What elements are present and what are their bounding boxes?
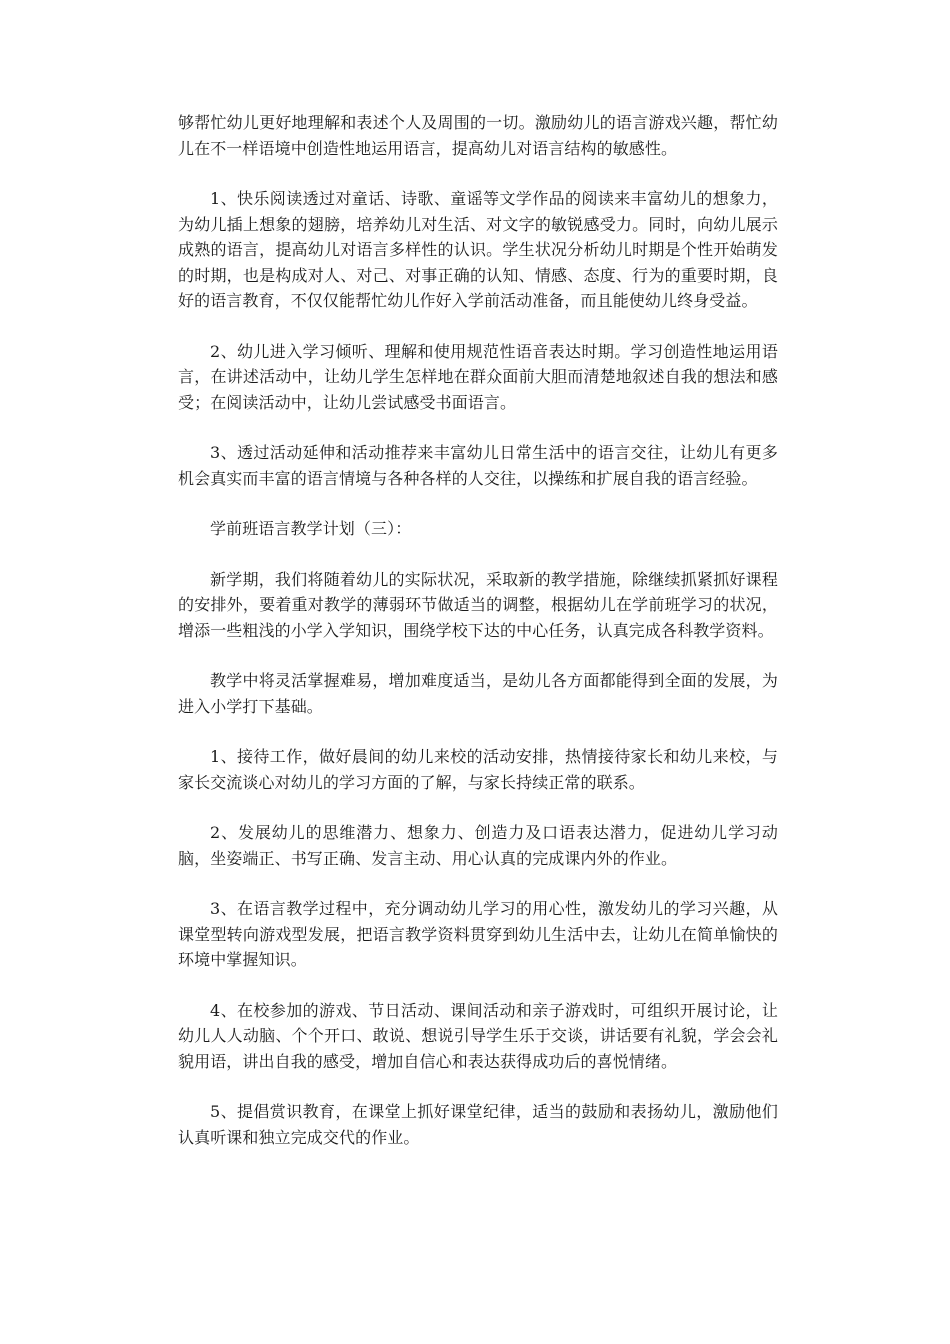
paragraph: 5、提倡赏识教育，在课堂上抓好课堂纪律，适当的鼓励和表扬幼儿，激励他们认真听课和独立完成交代的作业。	[178, 1102, 778, 1147]
section-heading: 学前班语言教学计划（三）：	[210, 519, 412, 538]
paragraph: 2、幼儿进入学习倾听、理解和使用规范性语音表达时期。学习创造性地运用语言，在讲述活动中，让幼儿学生怎样地在群众面前大胆而清楚地叙述自我的想法和感受；在阅读活动中，让幼儿尝试感受书面语言。	[178, 341, 778, 412]
paragraph: 1、接待工作，做好晨间的幼儿来校的活动安排，热情接待家长和幼儿来校，与家长交流谈心对幼儿的学习方面的了解，与家长持续正常的联系。	[178, 747, 778, 792]
paragraph: 够帮忙幼儿更好地理解和表述个人及周围的一切。激励幼儿的语言游戏兴趣，帮忙幼儿在不一样语境中创造性地运用语言，提高幼儿对语言结构的敏感性。	[178, 113, 778, 158]
paragraph: 新学期，我们将随着幼儿的实际状况，采取新的教学措施，除继续抓紧抓好课程的安排外，要着重对教学的薄弱环节做适当的调整，根据幼儿在学前班学习的状况，增添一些粗浅的小学入学知识，围绕学校下达的中心任务，认真完成各科教学资料。	[178, 569, 778, 640]
paragraph: 2、发展幼儿的思维潜力、想象力、创造力及口语表达潜力，促进幼儿学习动脑，坐姿端正、书写正确、发言主动、用心认真的完成课内外的作业。	[178, 823, 778, 868]
paragraph: 1、快乐阅读透过对童话、诗歌、童谣等文学作品的阅读来丰富幼儿的想象力，为幼儿插上想象的翅膀，培养幼儿对生活、对文字的敏锐感受力。同时，向幼儿展示成熟的语言，提高幼儿对语言多样性的认识。学生状况分析幼儿时期是个性开始萌发的时期，也是构成对人、对己、对事正确的认知、情感、态度、行为的重要时期，良好的语言教育，不仅仅能帮忙幼儿作好入学前活动准备，而且能使幼儿终身受益。	[178, 189, 778, 310]
paragraph: 3、在语言教学过程中，充分调动幼儿学习的用心性，激发幼儿的学习兴趣，从课堂型转向游戏型发展，把语言教学资料贯穿到幼儿生活中去，让幼儿在简单愉快的环境中掌握知识。	[178, 899, 778, 969]
paragraph: 教学中将灵活掌握难易，增加难度适当，是幼儿各方面都能得到全面的发展，为进入小学打下基础。	[178, 671, 778, 716]
paragraph: 4、在校参加的游戏、节日活动、课间活动和亲子游戏时，可组织开展讨论，让幼儿人人动脑、个个开口、敢说、想说引导学生乐于交谈，讲话要有礼貌，学会会礼貌用语，讲出自我的感受，增加自信心和表达获得成功后的喜悦情绪。	[178, 1000, 778, 1071]
paragraph: 3、透过活动延伸和活动推荐来丰富幼儿日常生活中的语言交往，让幼儿有更多机会真实而丰富的语言情境与各种各样的人交往，以操练和扩展自我的语言经验。	[178, 443, 778, 488]
document-body	[178, 110, 778, 1175]
